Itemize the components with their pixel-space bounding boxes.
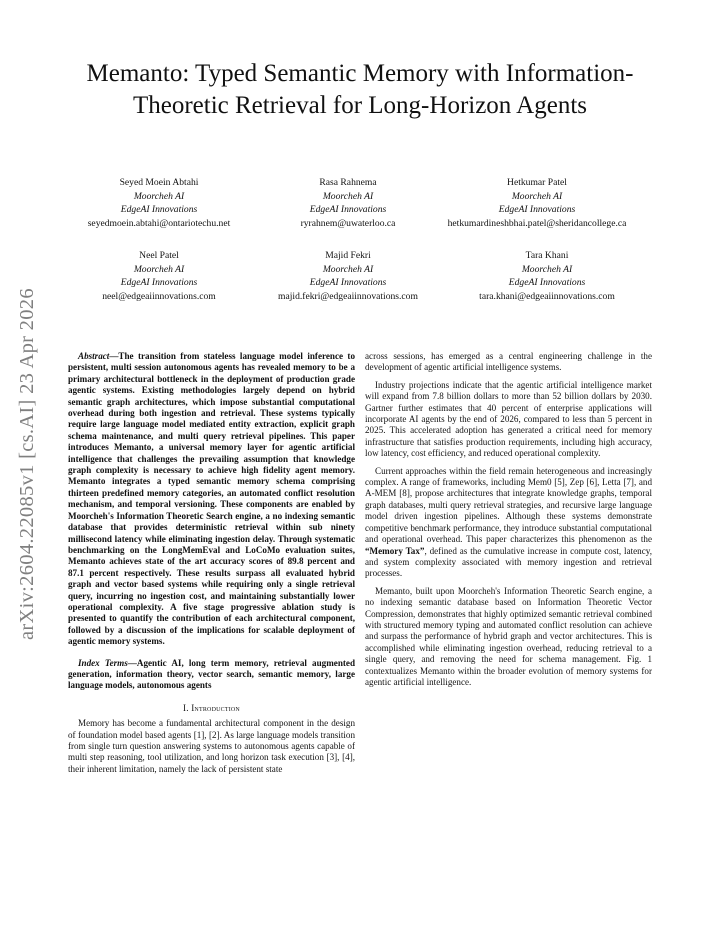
section-heading: I. Introduction <box>183 702 240 713</box>
author-email: hetkumardineshbhai.patel@sheridancollege.ca <box>447 217 627 229</box>
author-block <box>243 249 453 303</box>
paper-title: Memanto: Typed Semantic Memory with Information-Theoretic Retrieval for Long-Horizon Agents <box>86 60 634 119</box>
author-block <box>407 176 667 230</box>
index-terms-label: Index Terms <box>78 657 128 668</box>
author-name: Majid Fekri <box>325 250 371 261</box>
body-text: Current approaches within the field remain heterogeneous and increasingly complex. A range of frameworks, including Mem0 [5], Zep [6], Letta [7], and A-MEM [8], propose architectures that integrate knowledge graphs, temporal graph databases, multi query retrieval strategies, and recursive large language model driven ingestion pipelines. Although these systems demonstrate competitive benchmark performance, they introduce substantial computational and operational overhead. This paper characterizes this phenomenon as the <box>365 465 652 545</box>
index-terms <box>68 658 355 692</box>
author-name: Rasa Rahnema <box>319 177 377 188</box>
author-email: tara.khani@edgeaiinnovations.com <box>479 290 615 302</box>
author-affiliation: EdgeAI Innovations <box>508 277 586 289</box>
author-block <box>54 249 264 303</box>
author-affiliation: EdgeAI Innovations <box>120 204 198 216</box>
abstract-text: —The transition from stateless language model inference to persistent, multi session autonomous agents has revealed memory to be a primary architectural bottleneck in the deployment of production grade agentic systems. Existing methodologies largely depend on hybrid semantic graph architectures, which impose substantial computational overhead during both ingestion and retrieval. These systems typically require large language model mediated entity extraction, explicit graph schema maintenance, and multi query retrieval pipelines. This paper introduces Memanto, a universal memory layer for agentic artificial intelligence that challenges the prevailing assumption that knowledge graph complexity is necessary to achieve high fidelity agent memory. Memanto integrates a typed semantic memory schema comprising thirteen predefined memory categories, an automated conflict resolution mechanism, and temporal versioning. These components are enabled by Moorcheh's Information Theoretic Search engine, a no indexing semantic database that provides deterministic retrieval within sub ninety millisecond latency while eliminating ingestion delay. Through systematic benchmarking on the LongMemEval and LoCoMo evaluation suites, Memanto achieves state of the art accuracy scores of 89.8 percent and 87.1 percent respectively. These results surpass all evaluated hybrid graph and vector based systems while requiring only a single retrieval query, incurring no ingestion cost, and maintaining substantially lower operational complexity. A five stage progressive ablation study is presented to quantify the contribution of each architectural component, followed by a discussion of the implications for scalable deployment of agentic memory systems. <box>68 351 355 647</box>
author-name: Neel Patel <box>139 250 179 261</box>
author-affiliation: Moorcheh AI <box>133 263 185 275</box>
author-email: majid.fekri@edgeaiinnovations.com <box>278 290 418 302</box>
index-terms-text: —Agentic AI, long term memory, retrieval augmented generation, information theory, vector search, semantic memory, large language models, autonomous agents <box>68 657 355 691</box>
author-affiliation: EdgeAI Innovations <box>498 204 576 216</box>
abstract <box>68 351 355 648</box>
author-affiliation: Moorcheh AI <box>322 263 374 275</box>
author-name: Hetkumar Patel <box>507 177 567 188</box>
author-name: Tara Khani <box>525 250 569 261</box>
right-column <box>365 351 652 688</box>
author-affiliation: Moorcheh AI <box>322 190 374 202</box>
body-paragraph: Memory has become a fundamental architectural component in the design of foundation model based agents [1], [2]. As large language models transition from single turn question answering systems to autonomous agents capable of multi step reasoning, tool utilization, and long horizon task execution [3], [4], their inherent limitation, namely the lack of persistent state <box>68 718 355 774</box>
arxiv-identifier: arXiv:2604.22085v1 [cs.AI] 23 Apr 2026 <box>16 288 38 640</box>
author-email: neel@edgeaiinnovations.com <box>102 290 216 302</box>
author-block <box>442 249 652 303</box>
left-column <box>68 351 355 775</box>
author-affiliation: Moorcheh AI <box>521 263 573 275</box>
author-block <box>54 176 264 230</box>
author-email: seyedmoein.abtahi@ontariotechu.net <box>87 217 231 229</box>
body-paragraph <box>365 466 652 580</box>
author-affiliation: Moorcheh AI <box>133 190 185 202</box>
author-email: ryrahnem@uwaterloo.ca <box>300 217 396 229</box>
abstract-label: Abstract <box>78 351 110 361</box>
body-paragraph: Industry projections indicate that the agentic artificial intelligence market will expand from 7.8 billion dollars to more than 52 billion dollars by 2030. Gartner further estimates that 40 percent of enterprise applications will incorporate AI agents by the end of 2026, compared to less than 5 percent in 2025. This accelerated adoption has generated a critical need for memory infrastructure that satisfies production requirements, including high accuracy, low latency, cost efficiency, and reduced operational complexity. <box>365 379 652 459</box>
author-affiliation: Moorcheh AI <box>511 190 563 202</box>
body-paragraph: Memanto, built upon Moorcheh's Information Theoretic Search engine, a no indexing semantic database based on Information Theoretic Vector Compression, demonstrates that highly optimized semantic retrieval combined with structured memory typing and automated conflict resolution can achieve and surpass the performance of hybrid graph and vector architectures. This is accomplished while eliminating ingestion overhead, reducing retrieval to a single query, and removing the need for schema management. Fig. 1 contextualizes Memanto within the broader evolution of memory systems for agentic artificial intelligence. <box>365 585 652 687</box>
author-affiliation: EdgeAI Innovations <box>309 277 387 289</box>
author-affiliation: EdgeAI Innovations <box>309 204 387 216</box>
author-name: Seyed Moein Abtahi <box>119 177 199 188</box>
emphasis-term: “Memory Tax” <box>365 545 425 556</box>
body-paragraph: across sessions, has emerged as a central engineering challenge in the development of agentic artificial intelligence systems. <box>365 351 652 373</box>
author-affiliation: EdgeAI Innovations <box>120 277 198 289</box>
body-text: , defined as the cumulative increase in compute cost, latency, and system complexity associated with memory ingestion and retrieval processes. <box>365 545 652 579</box>
